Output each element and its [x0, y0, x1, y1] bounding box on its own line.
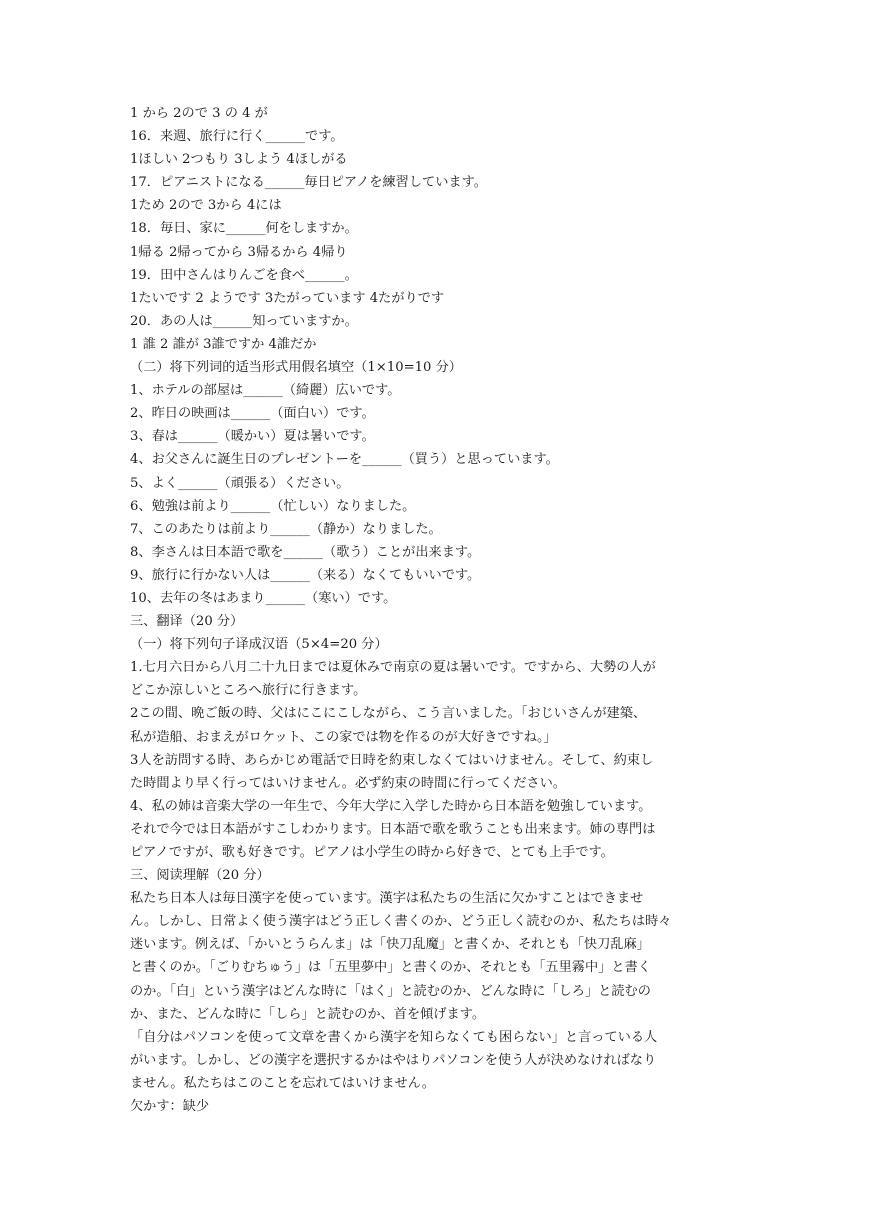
text-line: 20．あの人は______知っていますか。	[130, 313, 358, 329]
text-line: 10、去年の冬はあまり______（寒い）です。	[130, 590, 397, 606]
text-line: がいます。しかし、どの漢字を選択するかはやはりパソコンを使う人が決めなければなり	[130, 1052, 657, 1068]
text-line: 三、翻译（20 分）	[130, 614, 244, 630]
document-page	[130, 102, 740, 1118]
text-line: 4、お父さんに誕生日のプレゼントーを______（買う）と思っています。	[130, 452, 559, 468]
text-line: と書くのか。「ごりむちゅう」は「五里夢中」と書くのか、それとも「五里霧中」と書く	[130, 960, 651, 976]
text-line: 1 から 2ので 3 の 4 が	[130, 106, 268, 121]
text-line: ピアノですが、歌も好きです。ピアノは小学生の時から好きで、とても上手です。	[130, 845, 614, 860]
text-line: 17．ピアニストになる______毎日ピアノを練習しています。	[130, 175, 487, 191]
text-line: 私が造船、おまえがロケット、この家では物を作るのが大好きですね。」	[130, 729, 557, 745]
text-line: （二）将下列词的适当形式用假名填空（1×10=10 分）	[130, 360, 462, 376]
text-line: 2この間、晩ご飯の時、父はにこにこしながら、こう言いました。「おじいさんが建築、	[130, 706, 647, 722]
text-line: か、また、どんな時に「しら」と読むのか、首を傾げます。	[130, 1006, 486, 1022]
text-line: た時間より早く行ってはいけません。必ず約束の時間に行ってください。	[130, 775, 566, 791]
text-line: ん。しかし、日常よく使う漢字はどう正しく書くのか、どう正しく読むのか、私たちは時々	[130, 914, 672, 930]
text-line: 9、旅行に行かない人は______（来る）なくてもいいです。	[130, 567, 481, 583]
text-line: 8、李さんは日本語で歌を______（歌う）ことが出来ます。	[130, 544, 481, 560]
text-line: どこか涼しいところへ旅行に行きます。	[130, 683, 367, 699]
text-line: 16．来週、旅行に行く______です。	[130, 129, 344, 145]
text-line: 欠かす：缺少	[130, 1099, 210, 1115]
text-line: 2、昨日の映画は______（面白い）です。	[130, 406, 375, 422]
text-line: それで今では日本語がすこしわかります。日本語で歌を歌うことも出来ます。姉の専門は	[130, 821, 656, 837]
text-line: 7、このあたりは前より______（静か）なりました。	[130, 521, 442, 537]
text-line: のか。「白」という漢字はどんな時に「はく」と読むのか、どんな時に「しろ」と読むの	[130, 983, 651, 999]
text-line: （一）将下列句子译成汉语（5×4=20 分）	[130, 637, 388, 653]
text-line: 1 誰 2 誰が 3誰ですか 4誰だか	[130, 336, 317, 352]
text-line: 1たいです 2 ようです 3たがっています 4たがりです	[130, 290, 445, 306]
text-line: ません。私たちはこのことを忘れてはいけません。	[130, 1075, 435, 1091]
text-line: 3、春は______（暖かい）夏は暑いです。	[130, 429, 375, 445]
text-line: 1帰る 2帰ってから 3帰るから 4帰り	[130, 244, 348, 260]
text-line: 1、ホテルの部屋は______（綺麗）広いです。	[130, 383, 401, 399]
text-line: 1ほしい 2つもり 3しよう 4ほしがる	[130, 152, 348, 168]
text-line: 5、よく______（頑張る）ください。	[130, 475, 350, 491]
text-line: 1.七月六日から八月二十九日までは夏休みで南京の夏は暑いです。ですから、大勢の人が	[130, 660, 656, 676]
text-line: 1ため 2ので 3から 4には	[130, 198, 282, 214]
text-line: 4、私の姉は音楽大学の一年生で、今年大学に入学した時から日本語を勉強しています。	[130, 798, 652, 814]
text-line: 3人を訪問する時、あらかじめ電話で日時を約束しなくてはいけません。そして、約束し	[130, 752, 654, 768]
text-line: 19．田中さんはりんごを食べ______。	[130, 267, 358, 283]
text-line: 三、阅读理解（20 分）	[130, 868, 270, 884]
text-line: 6、勉強は前より______（忙しい）なりました。	[130, 498, 416, 514]
text-line: 18．毎日、家に______何をしますか。	[130, 221, 358, 237]
text-line: 迷います。例えば、「かいとうらんま」は「快刀乱魔」と書くか、それとも「快刀乱麻」	[130, 937, 650, 953]
text-line: 「自分はパソコンを使って文章を書くから漢字を知らなくても困らない」と言っている人	[130, 1029, 658, 1045]
text-line: 私たち日本人は毎日漢字を使っています。漢字は私たちの生活に欠かすことはできませ	[130, 891, 644, 907]
